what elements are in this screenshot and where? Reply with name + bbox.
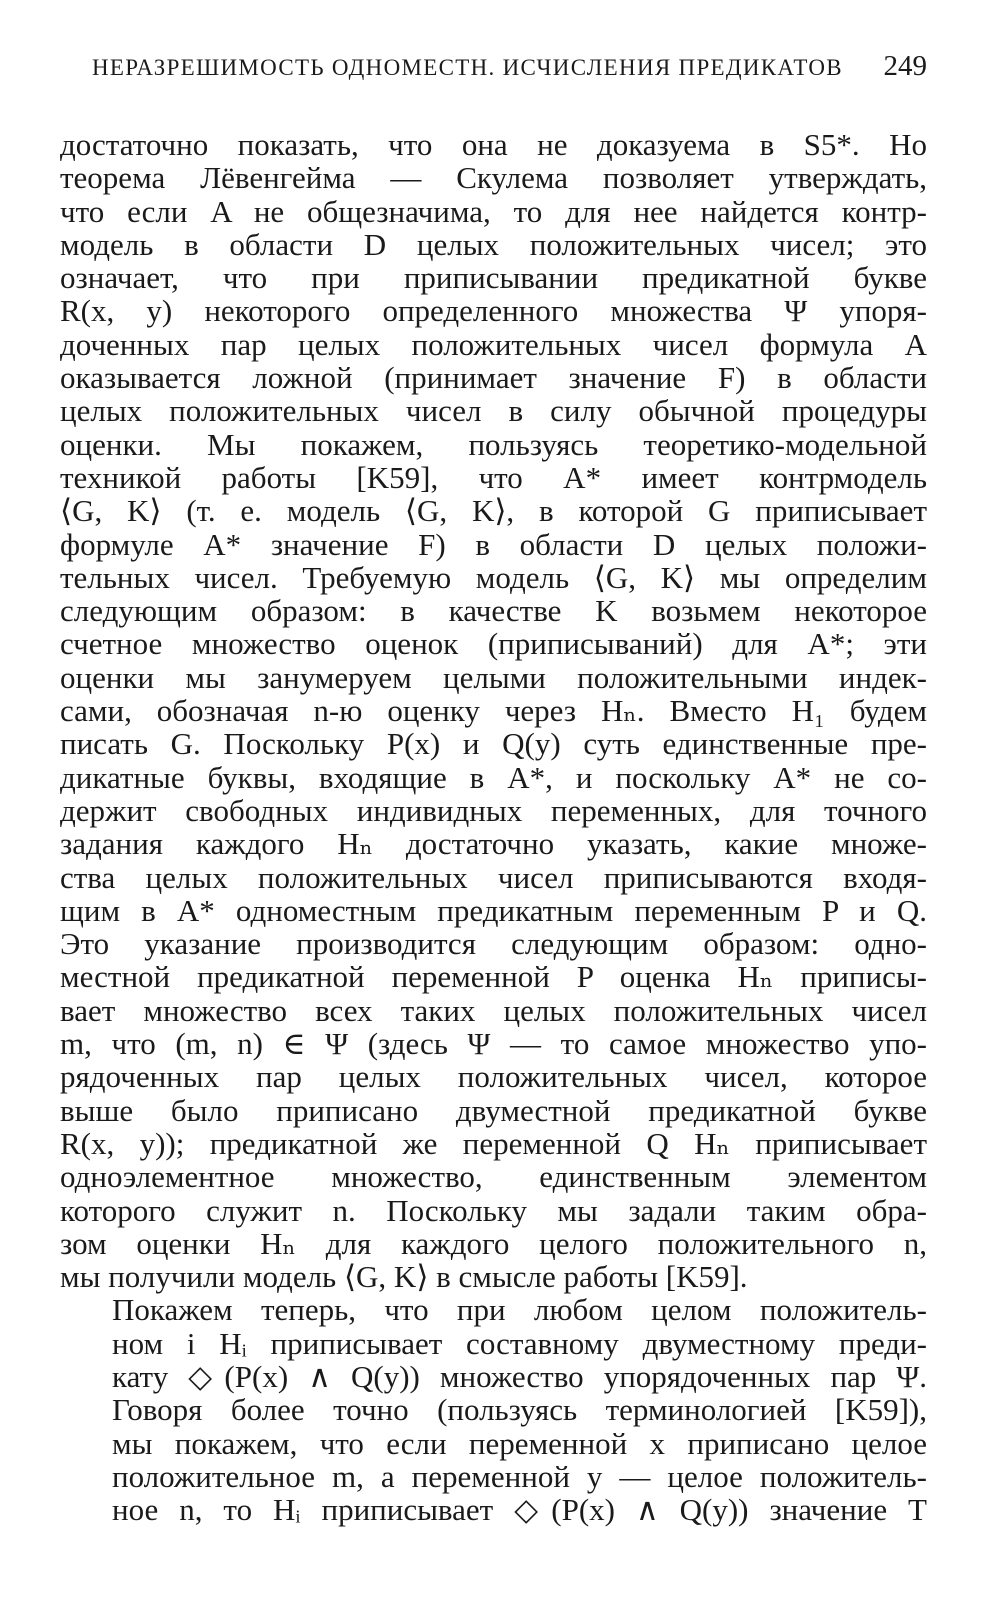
- text-line: техникой работы [K59], что A* имеет контрмодель: [60, 459, 927, 495]
- text-line: Покажем теперь, что при любом целом положитель-: [112, 1292, 927, 1328]
- text-line: рядоченных пар целых положительных чисел, которое: [60, 1059, 927, 1095]
- text-line: зом оценки Hₙ для каждого целого положительного n,: [60, 1225, 927, 1261]
- paragraph-2: [60, 1293, 927, 1526]
- text-line: сами, обозначая n-ю оценку через Hₙ. Вместо H₁ будем: [60, 693, 927, 729]
- page-number: 249: [883, 50, 927, 82]
- text-line: оказывается ложной (принимает значение F) в области: [60, 360, 927, 396]
- text-line: модель в области D целых положительных чисел; это: [60, 226, 927, 262]
- text-line: Говоря более точно (пользуясь терминологией [K59]),: [112, 1392, 927, 1428]
- text-line: формуле A* значение F) в области D целых положи-: [60, 526, 927, 562]
- text-line: тельных чисел. Требуемую модель ⟨G, K⟩ мы определим: [60, 559, 927, 595]
- text-line: щим в A* одноместным предикатным переменным P и Q.: [60, 892, 927, 928]
- text-line: m, что (m, n) ∈ Ψ (здесь Ψ — то самое множество упо-: [60, 1026, 927, 1062]
- text-line: следующим образом: в качестве K возьмем некоторое: [60, 593, 927, 629]
- text-line: дикатные буквы, входящие в A*, и поскольку A* не со-: [60, 759, 927, 795]
- text-line: счетное множество оценок (приписываний) для A*; эти: [60, 626, 927, 662]
- text-line: мы покажем, что если переменной x приписано целое: [112, 1425, 927, 1461]
- text-line: означает, что при приписывании предикатной букве: [60, 260, 927, 296]
- text-line: одноэлементное множество, единственным элементом: [60, 1159, 927, 1195]
- text-line: R(x, y)); предикатной же переменной Q Hₙ приписывает: [60, 1125, 927, 1161]
- text-line: выше было приписано двуместной предикатной букве: [60, 1092, 927, 1128]
- text-line: целых положительных чисел в силу обычной процедуры: [60, 393, 927, 429]
- text-line: задания каждого Hₙ достаточно указать, какие множе-: [60, 826, 927, 862]
- text-line: местной предикатной переменной P оценка Hₙ приписы-: [60, 959, 927, 995]
- text-line: писать G. Поскольку P(x) и Q(y) суть единственные пре-: [60, 726, 927, 762]
- text-line: вает множество всех таких целых положительных чисел: [60, 992, 927, 1028]
- text-line: мы получили модель ⟨G, K⟩ в смысле работы [K59].: [60, 1259, 748, 1295]
- paragraph-1: [60, 128, 927, 1293]
- text-line: достаточно показать, что она не доказуема в S5*. Но: [60, 127, 927, 162]
- text-line: что если A не общезначима, то для нее найдется контр-: [60, 193, 927, 229]
- text-line: теорема Лёвенгейма — Скулема позволяет утверждать,: [60, 160, 927, 196]
- text-line: которого служит n. Поскольку мы задали таким обра-: [60, 1192, 927, 1228]
- text-line: держит свободных индивидных переменных, для точного: [60, 792, 927, 828]
- text-line: Это указание производится следующим образом: одно-: [60, 926, 927, 962]
- text-line: ное n, то Hᵢ приписывает ◇(P(x) ∧ Q(y)) значение T: [112, 1492, 927, 1528]
- text-line: ном i Hᵢ приписывает составному двуместному преди-: [112, 1325, 927, 1361]
- text-line: ства целых положительных чисел приписываются входя-: [60, 859, 927, 895]
- text-line: R(x, y) некоторого определенного множества Ψ упоря-: [60, 293, 927, 329]
- body-text: [60, 128, 927, 1526]
- text-line: оценки. Мы покажем, пользуясь теоретико-модельной: [60, 426, 927, 462]
- text-line: кату ◇(P(x) ∧ Q(y)) множество упорядоченных пар Ψ.: [112, 1358, 927, 1394]
- page-header: [92, 50, 927, 83]
- text-line: доченных пар целых положительных чисел формула A: [60, 326, 927, 362]
- text-line: ⟨G, K⟩ (т. е. модель ⟨G, K⟩, в которой G приписывает: [60, 493, 927, 529]
- text-line: оценки мы занумеруем целыми положительными индек-: [60, 659, 927, 695]
- running-head: НЕРАЗРЕШИМОСТЬ ОДНОМЕСТН. ИСЧИСЛЕНИЯ ПРЕДИКАТОВ: [92, 55, 843, 80]
- text-line: положительное m, а переменной y — целое положитель-: [112, 1458, 927, 1494]
